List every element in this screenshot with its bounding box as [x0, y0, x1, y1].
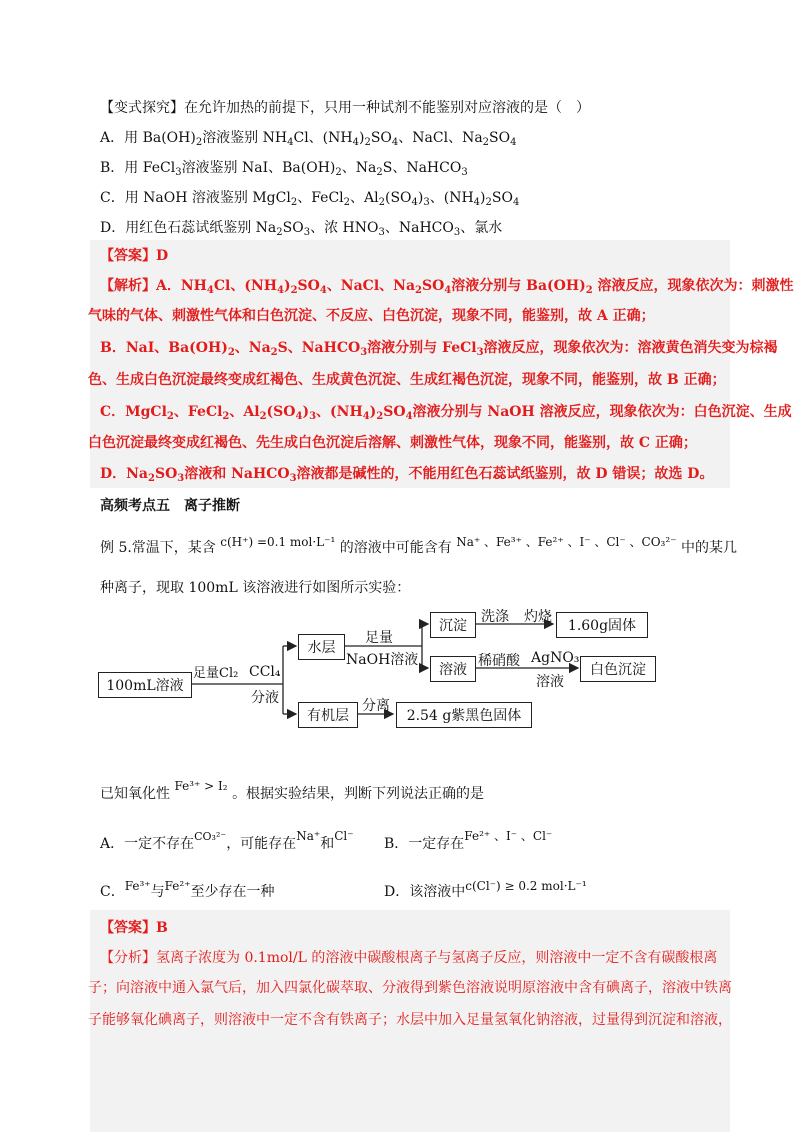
flow-organic-layer-box: 有机层 [298, 702, 358, 728]
formula-oxidizing: Fe³⁺ > I₂ [174, 779, 228, 793]
formula-ccl: c(Cl⁻) ≥ 0.2 mol·L⁻¹ [465, 879, 587, 893]
formula-na: Na⁺ [296, 829, 321, 843]
flow-solid-box: 1.60g固体 [556, 612, 648, 638]
analysis-1-line-7: D．$Na_2SO_3$溶液和 NaHCO$_3$溶液都是碱性的，不能用红色石蕊试纸鉴别，故 D 错误；故选 D。 [100, 466, 714, 484]
flow-label-wash: 洗涤 [481, 609, 509, 625]
analysis-1-line-6: 白色沉淀最终变成红褐色、先生成白色沉淀后溶解、刺激性气体，现象不同，能鉴别，故 C 正确； [88, 435, 697, 451]
flow-label-burn: 灼烧 [524, 609, 552, 625]
analysis-2-line-1: 【分析】氢离子浓度为 0.1mol/L 的溶液中碳酸根离子与氢离子反应，则溶液中一定不含有碳酸根离 [100, 950, 718, 966]
answer-2: 【答案】B [100, 920, 168, 936]
choice-b: B．一定存在Fe²⁺ 、I⁻ 、Cl⁻ [384, 829, 553, 852]
option-c: C．用 NaOH 溶液鉴别 MgCl$_2$、FeCl$_2$、$Al_2(SO_4)_3$、$(NH_4)_2SO_4$ [100, 190, 520, 208]
flow-label-agno3: AgNO₃ [531, 650, 580, 666]
flow-label-naoh-top: 足量 [365, 630, 393, 646]
variant-header: 【变式探究】 [100, 100, 184, 116]
formula-cl: Cl⁻ [334, 829, 354, 843]
flow-label-hno3: 稀硝酸 [478, 653, 520, 669]
analysis-1-line-5: C．MgCl$_2$、FeCl$_2$、$Al_2(SO_4)_3$、$(NH_4)_2SO_4$溶液分别与 NaOH 溶液反应，现象依次为：白色沉淀、生成 [100, 404, 792, 422]
choice-d: D．该溶液中c(Cl⁻) ≥ 0.2 mol·L⁻¹ [384, 879, 587, 900]
option-d: D．用红色石蕊试纸鉴别 $Na_2SO_3$、浓 $HNO_3$、NaHCO$_3$、氯水 [100, 220, 503, 238]
formula-c-h: c(H⁺) =0.1 mol·L⁻¹ [220, 535, 336, 549]
analysis-2-line-2: 子；向溶液中通入氯气后，加入四氯化碳萃取、分液得到紫色溶液说明原溶液中含有碘离子，溶液中铁离 [88, 980, 732, 996]
flow-precipitate-box: 沉淀 [430, 612, 476, 638]
analysis-1-line-4: 色、生成白色沉淀最终变成红褐色、生成黄色沉淀、生成红褐色沉淀，现象不同，能鉴别，故 B 正确； [88, 372, 726, 388]
formula-fe2: Fe²⁺ [164, 879, 191, 893]
flow-label-agno3-sol: 溶液 [536, 674, 564, 690]
formula-fe3: Fe³⁺ [124, 879, 151, 893]
flow-purple-solid-box: 2.54 g紫黑色固体 [396, 702, 532, 728]
choice-c: C．Fe³⁺与Fe²⁺至少存在一种 [100, 879, 275, 900]
analysis-1-line-2: 气味的气体、刺激性气体和白色沉淀、不反应、白色沉淀，现象不同，能鉴别，故 A 正确； [88, 308, 655, 324]
analysis-1-line-3: B．NaI、$Ba(OH)_2$、$Na_2S$、NaHCO$_3$溶液分别与 FeCl$_3$溶液反应，现象依次为：溶液黄色消失变为棕褐 [100, 340, 778, 358]
flow-start-box: 100mL溶液 [98, 672, 192, 698]
formula-co3: CO₃²⁻ [194, 830, 227, 843]
answer-1: 【答案】D [100, 248, 169, 264]
flow-solution-box: 溶液 [430, 656, 476, 682]
choice-a: A．一定不存在$^{CO_3^{2-}}$，可能存在Na⁺和Cl⁻ [100, 829, 354, 852]
flow-label-fenli: 分离 [362, 698, 390, 714]
example-line-2: 种离子，现取 100mL 该溶液进行如图所示实验： [100, 580, 411, 596]
flow-label-separate: 分液 [251, 690, 279, 706]
section-title: 高频考点五 离子推断 [100, 498, 240, 514]
flow-label-ccl4: CCl₄ [249, 664, 281, 680]
analysis-2-line-3: 子能够氧化碘离子，则溶液中一定不含有铁离子；水层中加入足量氢氧化钠溶液，过量得到沉淀和溶液， [88, 1012, 732, 1028]
flow-white-precipitate-box: 白色沉淀 [580, 656, 656, 682]
example-line-1: 例 5.常温下，某含 c(H⁺) =0.1 mol·L⁻¹ 的溶液中可能含有 Na⁺ 、Fe³⁺ 、Fe²⁺ 、I⁻ 、Cl⁻ 、CO₃²⁻ 中的某几 [100, 535, 737, 556]
known-line: 已知氧化性 Fe³⁺ > I₂ 。根据实验结果，判断下列说法正确的是 [100, 779, 485, 802]
formula-ions: Na⁺ 、Fe³⁺ 、Fe²⁺ 、I⁻ 、Cl⁻ 、CO₃²⁻ [456, 535, 677, 549]
variant-question-text: 在允许加热的前提下，只用一种试剂不能鉴别对应溶液的是（ ） [184, 100, 590, 116]
flow-label-naoh: NaOH溶液 [346, 652, 419, 668]
flow-label-cl2: 足量Cl₂ [193, 666, 239, 681]
flow-water-layer-box: 水层 [298, 634, 345, 660]
option-b: B．用 FeCl$_3$溶液鉴别 NaI、$Ba(OH)_2$、$Na_2S$、NaHCO$_3$ [100, 160, 468, 178]
analysis-1-line-1: 【解析】A．$NH_4Cl$、$(NH_4)_2SO_4$、NaCl、$Na_2SO_4$溶液分别与 $Ba(OH)_2$ 溶液反应，现象依次为：刺激性 [100, 278, 794, 296]
formula-b-ions: Fe²⁺ 、I⁻ 、Cl⁻ [464, 829, 553, 843]
option-a: A．用 $Ba(OH)_2$溶液鉴别 $NH_4Cl$、$(NH_4)_2SO_4$、NaCl、$Na_2SO_4$ [100, 130, 517, 148]
